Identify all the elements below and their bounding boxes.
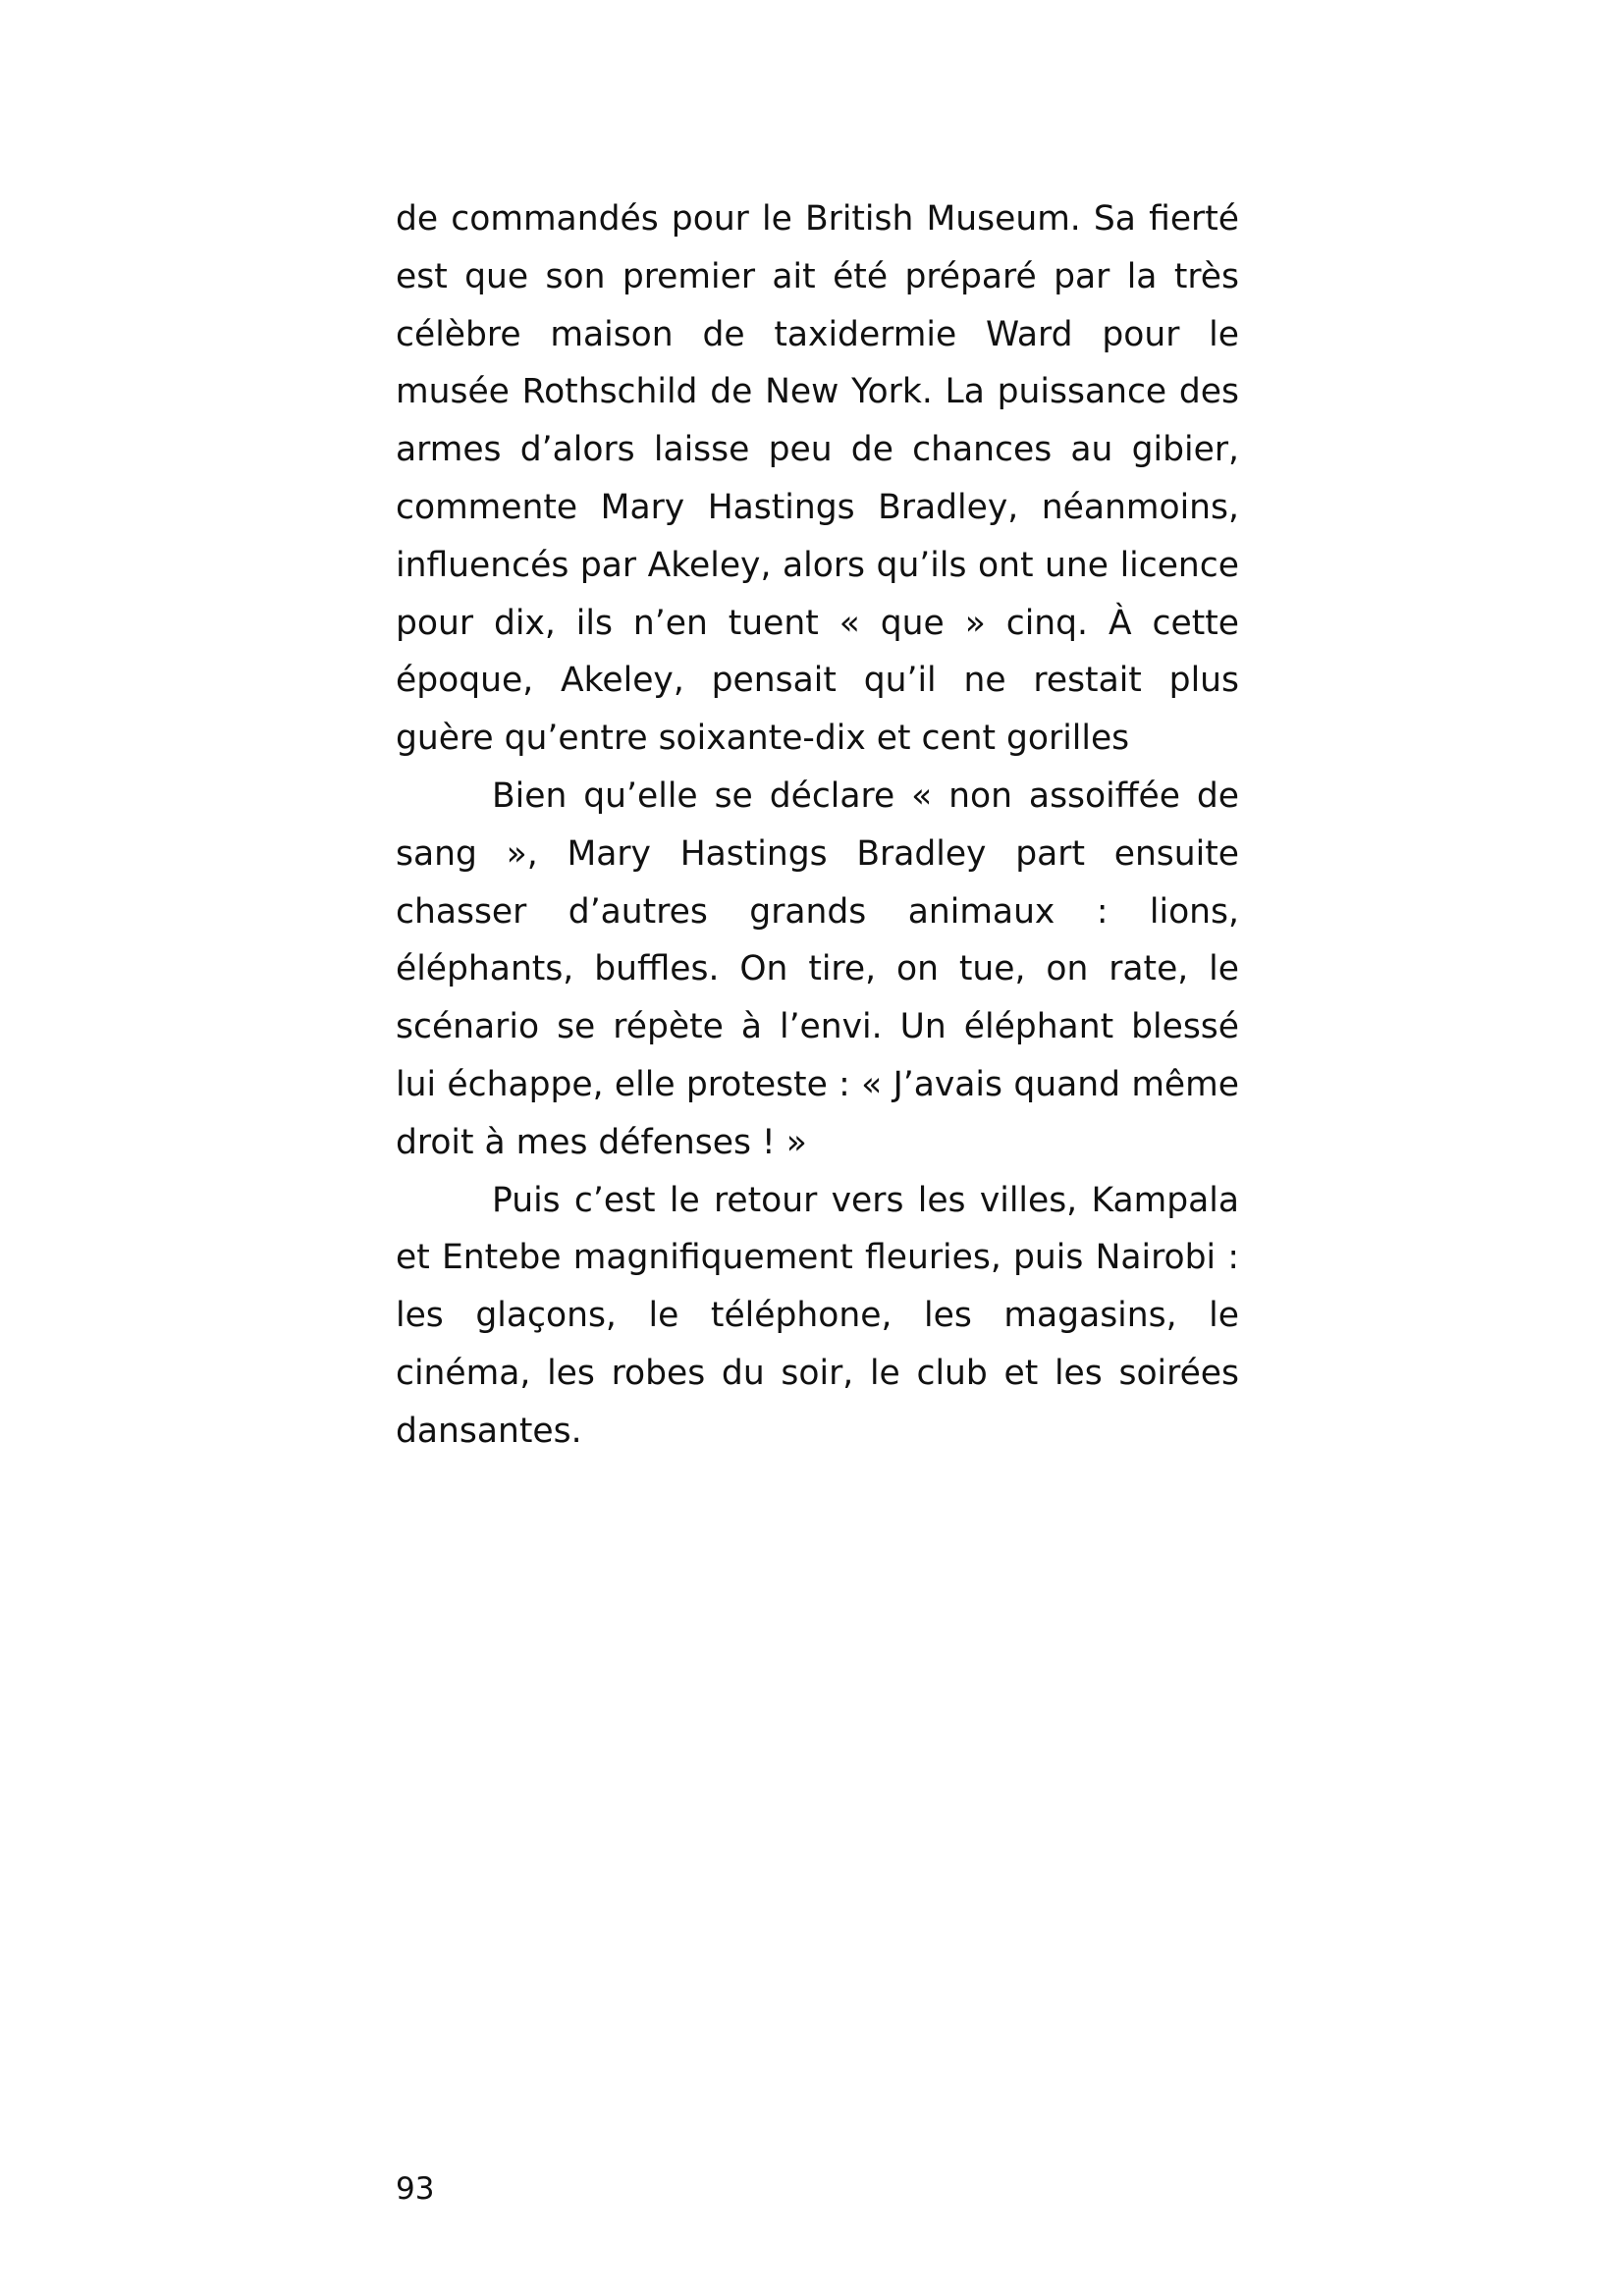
paragraph-1: de commandés pour le British Museum. Sa fierté est que son premier ait été préparé par la très célèbre maison de taxidermie Ward pour le musée Rothschild de New York. La puissance des armes d’alors laisse peu de chances au gibier, commente Mary Hastings Bradley, néanmoins, influencés par Akeley, alors qu’ils ont une licence pour dix, ils n’en tuent « que » cinq. À cette époque, Akeley, pensait qu’il ne restait plus guère qu’entre soixante-dix et cent gorilles	[396, 199, 1239, 759]
paragraph-3: Puis c’est le retour vers les villes, Kampala et Entebe magnifiquement fleuries, puis Nairobi : les glaçons, le téléphone, les magasins, le cinéma, les robes du soir, le club et les soirées dansantes.	[396, 1180, 1239, 1451]
page-number: 93	[396, 2171, 435, 2207]
body-text	[396, 190, 1239, 1461]
paragraph-2: Bien qu’elle se déclare « non assoiffée de sang », Mary Hastings Bradley part ensuite chasser d’autres grands animaux : lions, éléphants, buffles. On tire, on tue, on rate, le scénario se répète à l’envi. Un éléphant blessé lui échappe, elle proteste : « J’avais quand même droit à mes défenses ! »	[396, 775, 1239, 1162]
